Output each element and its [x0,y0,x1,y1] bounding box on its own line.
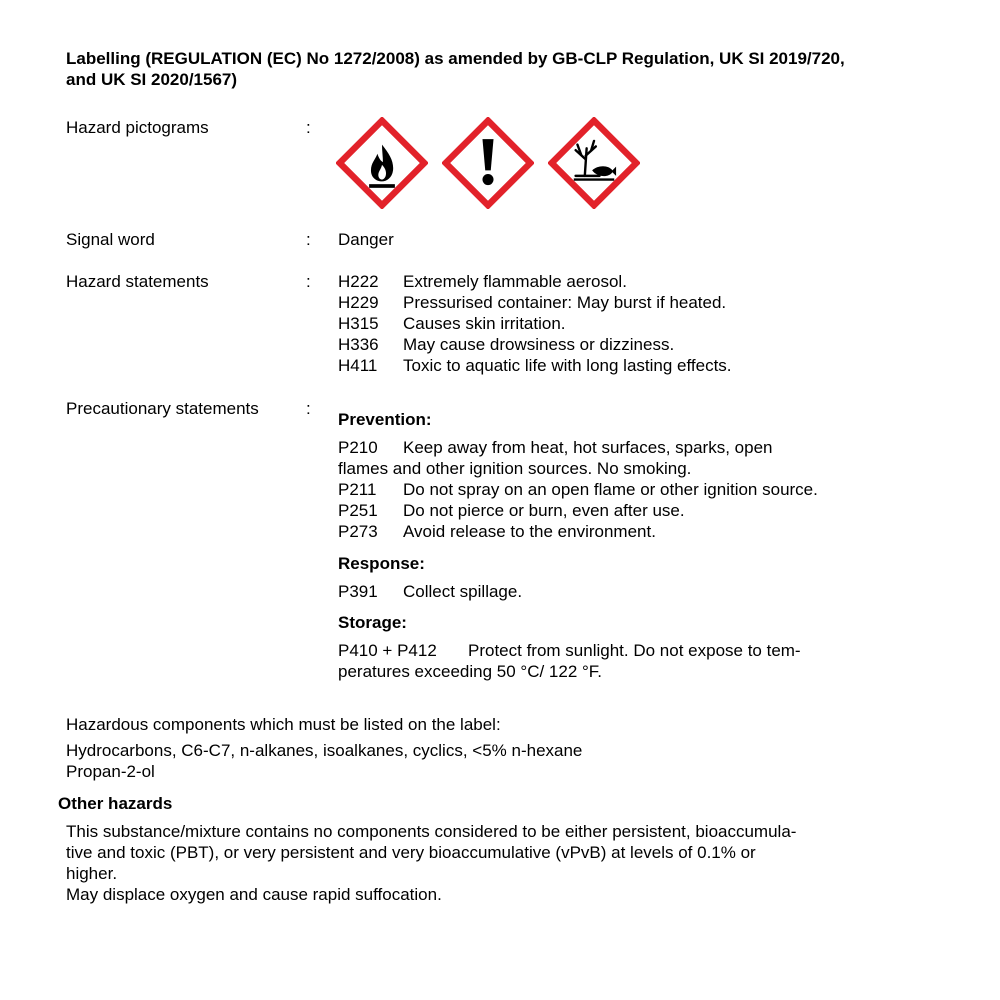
precaution-code: P251 [338,501,378,520]
storage-heading: Storage: [338,613,407,632]
precaution-text-continued: flames and other ignition sources. No smoking. [338,459,692,478]
environment-icon [548,117,640,209]
precaution-text: Protect from sunlight. Do not expose to tem- [468,641,801,660]
hazard-code: H336 [338,335,379,354]
precaution-text: Avoid release to the environment. [403,522,656,541]
precaution-code: P211 [338,480,377,499]
precaution-code: P410 + P412 [338,641,437,660]
precaution-text: Do not pierce or burn, even after use. [403,501,685,520]
signal-word-label: Signal word [66,230,155,249]
colon: : [306,118,311,137]
section-title: Labelling (REGULATION (EC) No 1272/2008) as amended by GB-CLP Regulation, UK SI 2019/720, and UK SI 2020/1567) [66,49,845,89]
hazard-statements-label: Hazard statements [66,272,209,291]
precaution-code: P391 [338,582,378,601]
hazard-text: Extremely flammable aerosol. [403,272,627,291]
colon: : [306,272,311,291]
prevention-heading: Prevention: [338,410,432,429]
colon: : [306,230,311,249]
hazard-text: Toxic to aquatic life with long lasting effects. [403,356,732,375]
component-item: Hydrocarbons, C6-C7, n-alkanes, isoalkanes, cyclics, <5% n-hexane [66,741,583,760]
precaution-text-continued: peratures exceeding 50 °C/ 122 °F. [338,662,603,681]
exclamation-mark-icon [442,117,534,209]
colon: : [306,399,311,418]
response-heading: Response: [338,554,425,573]
hazard-text: May cause drowsiness or dizziness. [403,335,675,354]
hazard-pictograms-label: Hazard pictograms [66,118,209,137]
hazard-code: H315 [338,314,379,333]
hazard-code: H411 [338,356,378,375]
component-item: Propan-2-ol [66,762,155,781]
hazardous-components-label: Hazardous components which must be listed on the label: [66,715,501,734]
hazard-code: H229 [338,293,379,312]
precaution-text: Keep away from heat, hot surfaces, sparks, open [403,438,773,457]
other-hazards-line: May displace oxygen and cause rapid suffocation. [66,885,442,904]
hazard-code: H222 [338,272,379,291]
precaution-code: P210 [338,438,378,457]
hazard-text: Causes skin irritation. [403,314,566,333]
other-hazards-line: higher. [66,864,118,883]
precaution-code: P273 [338,522,378,541]
other-hazards-heading: Other hazards [58,794,173,813]
other-hazards-line: This substance/mixture contains no components considered to be either persistent, bioaccumula- [66,822,797,841]
other-hazards-line: tive and toxic (PBT), or very persistent and very bioaccumulative (vPvB) at levels of 0.1% or [66,843,756,862]
precaution-text: Do not spray on an open flame or other ignition source. [403,480,818,499]
signal-word-value: Danger [338,230,394,249]
precaution-text: Collect spillage. [403,582,523,601]
flame-icon [336,117,428,209]
precautionary-statements-label: Precautionary statements [66,399,259,418]
hazard-text: Pressurised container: May burst if heated. [403,293,727,312]
